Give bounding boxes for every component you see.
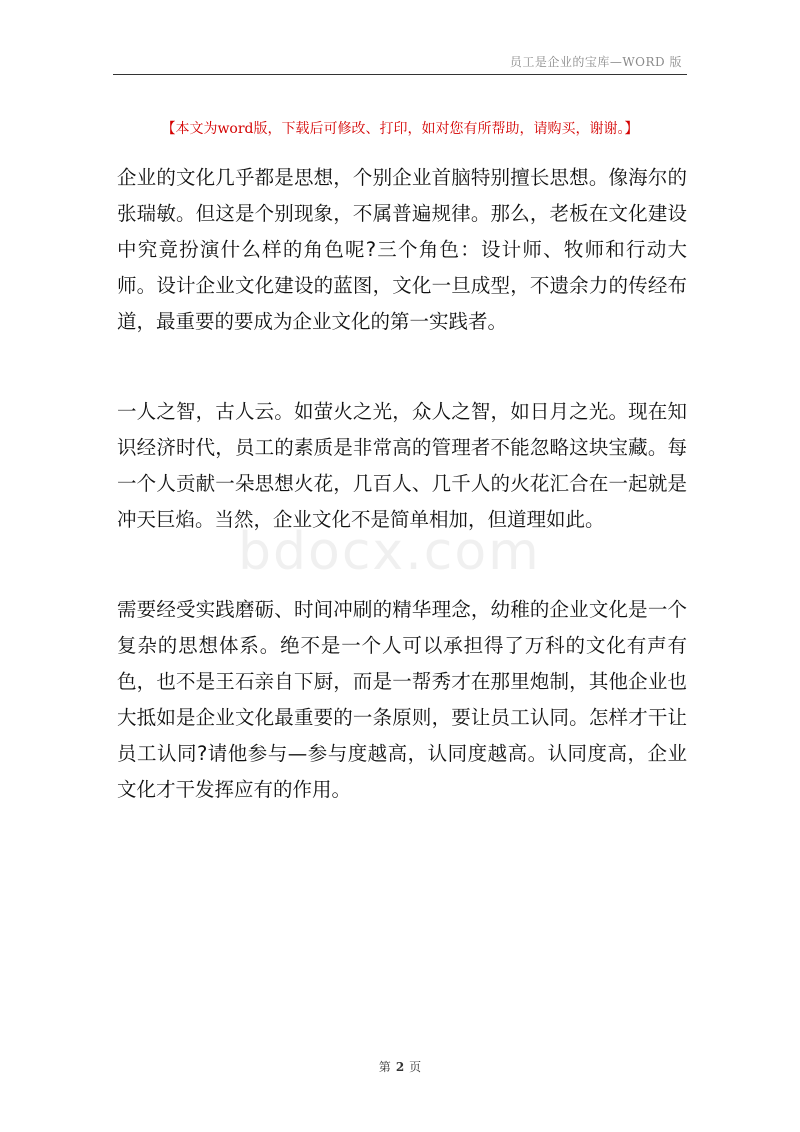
page-header-title: 员工是企业的宝库—WORD 版 [509, 55, 682, 69]
paragraph-2: 一人之智，古人云。如萤火之光，众人之智，如日月之光。现在知识经济时代，员工的素质是非常高的管理者不能忽略这块宝藏。每一个人贡献一朵思想火花，几百人、几千人的火花汇合在一起就是冲天巨焰。当然，企业文化不是简单相加，但道理如此。 [117, 400, 687, 531]
page-footer [0, 1058, 800, 1075]
footer-suffix: 页 [409, 1060, 422, 1074]
page-number: 2 [395, 1060, 405, 1074]
paragraph-1: 企业的文化几乎都是思想，个别企业首脑特别擅长思想。像海尔的张瑞敏。但这是个别现象，不属普遍规律。那么，老板在文化建设中究竟扮演什么样的角色呢?三个角色：设计师、牧师和行动大师。设计企业文化建设的蓝图，文化一旦成型，不遗余力的传经布道，最重要的要成为企业文化的第一实践者。 [117, 166, 687, 333]
footer-prefix: 第 [378, 1060, 391, 1074]
download-notice: 【本文为word版，下载后可修改、打印，如对您有所帮助，请购买，谢谢。】 [161, 121, 639, 137]
watermark: bdocx.com [238, 522, 541, 582]
document-body [117, 160, 687, 862]
header-divider [113, 74, 687, 75]
paragraph-3: 需要经受实践磨砺、时间冲刷的精华理念，幼稚的企业文化是一个复杂的思想体系。绝不是一个人可以承担得了万科的文化有声有色，也不是王石亲自下厨，而是一帮秀才在那里炮制，其他企业也大抵如是企业文化最重要的一条原则，要让员工认同。怎样才干让员工认同?请他参与—参与度越高，认同度越高。认同度高，企业文化才干发挥应有的作用。 [117, 598, 687, 801]
